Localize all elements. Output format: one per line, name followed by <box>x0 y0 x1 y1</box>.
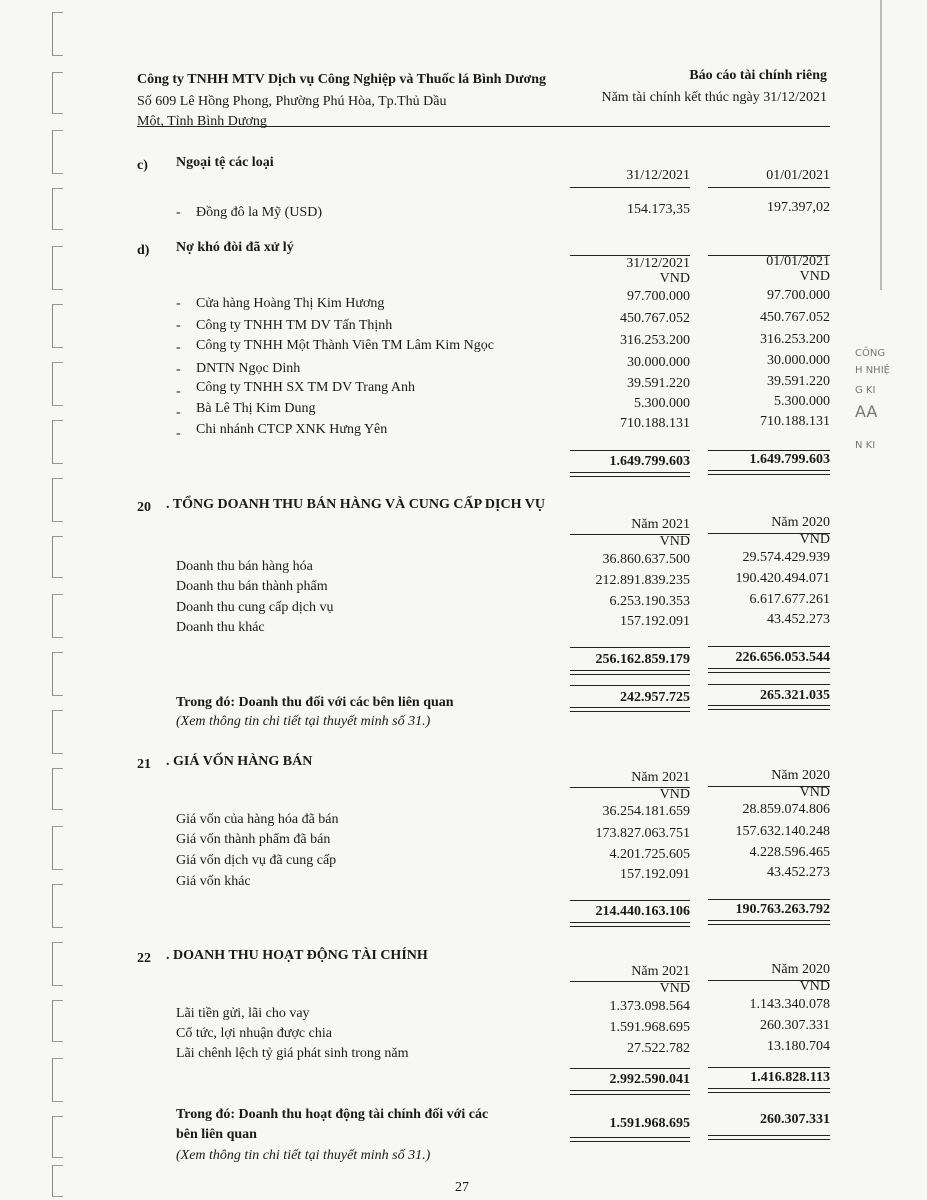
related-party-value: 260.307.331 <box>760 1112 830 1127</box>
row-value: 5.300.000 <box>634 396 690 411</box>
row-value: 6.617.677.261 <box>749 592 830 607</box>
stamp-text: CÔNG <box>855 348 886 359</box>
section-number: d) <box>137 243 150 258</box>
total-value: 1.649.799.603 <box>749 452 830 467</box>
row-value: 154.173,35 <box>627 202 690 217</box>
double-rule <box>708 1088 830 1093</box>
list-bullet: - <box>176 205 181 220</box>
section-title: . TỔNG DOANH THU BÁN HÀNG VÀ CUNG CẤP DỊCH VỤ <box>166 497 545 512</box>
row-label: Công ty TNHH Một Thành Viên TM Lâm Kim Ngọc <box>196 338 494 353</box>
company-name: Công ty TNHH MTV Dịch vụ Công Nghiệp và Thuốc lá Bình Dương <box>137 72 547 87</box>
related-party-label: Trong đó: Doanh thu hoạt động tài chính đối với các <box>176 1107 489 1122</box>
double-rule <box>570 1137 690 1142</box>
row-label: Doanh thu khác <box>176 620 265 635</box>
row-label: Cổ tức, lợi nhuận được chia <box>176 1026 332 1041</box>
column-header: 31/12/2021 <box>626 256 690 271</box>
row-label: Công ty TNHH SX TM DV Trang Anh <box>196 380 415 395</box>
row-value: 97.700.000 <box>627 289 690 304</box>
section-number: 21 <box>137 757 151 772</box>
row-value: 4.228.596.465 <box>749 845 830 860</box>
total-value: 226.656.053.544 <box>735 650 830 665</box>
note-reference: (Xem thông tin chi tiết tại thuyết minh số 31.) <box>176 714 431 729</box>
row-value: 710.188.131 <box>620 416 690 431</box>
total-value: 214.440.163.106 <box>595 904 690 919</box>
list-bullet: - <box>176 296 181 311</box>
row-label: Công ty TNHH TM DV Tấn Thịnh <box>196 318 393 333</box>
section-title: . DOANH THU HOẠT ĐỘNG TÀI CHÍNH <box>166 948 428 963</box>
list-bullet: - <box>176 362 181 377</box>
column-rule <box>708 187 830 188</box>
row-value: 157.192.091 <box>620 614 690 629</box>
row-value: 43.452.273 <box>767 865 830 880</box>
section-number: 20 <box>137 500 151 515</box>
section-title: . GIÁ VỐN HÀNG BÁN <box>166 754 313 769</box>
related-party-value: 1.591.968.695 <box>609 1116 690 1131</box>
row-value: 43.452.273 <box>767 612 830 627</box>
row-value: 97.700.000 <box>767 288 830 303</box>
row-value: 190.420.494.071 <box>735 571 830 586</box>
row-value: 5.300.000 <box>774 394 830 409</box>
unit-label: VND <box>659 534 690 549</box>
row-value: 197.397,02 <box>767 200 830 215</box>
row-value: 260.307.331 <box>760 1018 830 1033</box>
total-value: 256.162.859.179 <box>595 652 690 667</box>
stamp-text: N KI <box>855 440 876 451</box>
total-value: 1.416.828.113 <box>750 1070 830 1085</box>
section-title: Ngoại tệ các loại <box>176 155 274 170</box>
double-rule <box>708 705 830 710</box>
row-label: Doanh thu cung cấp dịch vụ <box>176 600 334 615</box>
total-rule <box>570 1068 690 1069</box>
total-value: 2.992.590.041 <box>609 1072 690 1087</box>
column-header: 31/12/2021 <box>626 168 690 183</box>
related-party-label: bên liên quan <box>176 1127 257 1142</box>
column-header: Năm 2021 <box>631 770 690 785</box>
row-value: 30.000.000 <box>767 353 830 368</box>
row-label: Cửa hàng Hoàng Thị Kim Hương <box>196 296 385 311</box>
list-bullet: - <box>176 318 181 333</box>
related-party-label: Trong đó: Doanh thu đối với các bên liên quan <box>176 695 454 710</box>
column-header: Năm 2021 <box>631 964 690 979</box>
related-party-value: 265.321.035 <box>760 688 830 703</box>
total-rule <box>708 684 830 685</box>
stamp-text: AA <box>855 402 878 421</box>
row-value: 36.860.637.500 <box>602 552 690 567</box>
column-rule <box>570 187 690 188</box>
address-line-1: Số 609 Lê Hồng Phong, Phường Phú Hòa, Tp.Thủ Dầu <box>137 94 447 109</box>
total-rule <box>570 685 690 686</box>
row-value: 212.891.839.235 <box>595 573 690 588</box>
row-value: 316.253.200 <box>760 332 830 347</box>
total-value: 190.763.263.792 <box>735 902 830 917</box>
row-label: DNTN Ngọc Dinh <box>196 361 301 376</box>
report-title: Báo cáo tài chính riêng <box>689 68 827 83</box>
row-value: 29.574.429.939 <box>742 550 830 565</box>
row-label: Bà Lê Thị Kim Dung <box>196 401 316 416</box>
double-rule <box>708 470 830 475</box>
row-value: 173.827.063.751 <box>595 826 690 841</box>
total-value: 1.649.799.603 <box>609 454 690 469</box>
row-label: Giá vốn khác <box>176 874 251 889</box>
row-value: 157.632.140.248 <box>735 824 830 839</box>
row-label: Đồng đô la Mỹ (USD) <box>196 205 322 220</box>
total-rule <box>708 450 830 451</box>
column-header: Năm 2020 <box>771 768 830 783</box>
row-value: 1.143.340.078 <box>749 997 830 1012</box>
row-value: 36.254.181.659 <box>602 804 690 819</box>
row-label: Lãi chênh lệch tỷ giá phát sinh trong năm <box>176 1046 409 1061</box>
row-value: 39.591.220 <box>767 374 830 389</box>
double-rule <box>708 668 830 673</box>
list-bullet: - <box>176 384 181 399</box>
row-value: 27.522.782 <box>627 1041 690 1056</box>
unit-label: VND <box>799 785 830 800</box>
unit-label: VND <box>799 532 830 547</box>
double-rule <box>570 922 690 927</box>
row-value: 4.201.725.605 <box>609 847 690 862</box>
unit-label: VND <box>799 979 830 994</box>
list-bullet: - <box>176 405 181 420</box>
row-label: Lãi tiền gửi, lãi cho vay <box>176 1006 310 1021</box>
double-rule <box>570 472 690 477</box>
section-number: 22 <box>137 951 151 966</box>
double-rule <box>570 670 690 675</box>
note-reference: (Xem thông tin chi tiết tại thuyết minh số 31.) <box>176 1148 431 1163</box>
unit-label: VND <box>659 271 690 286</box>
column-header: 01/01/2021 <box>766 254 830 269</box>
section-number: c) <box>137 158 148 173</box>
total-rule <box>570 900 690 901</box>
unit-label: VND <box>659 981 690 996</box>
row-value: 157.192.091 <box>620 867 690 882</box>
row-value: 1.591.968.695 <box>609 1020 690 1035</box>
header-rule <box>137 126 830 127</box>
total-rule <box>708 1067 830 1068</box>
row-label: Giá vốn của hàng hóa đã bán <box>176 812 339 827</box>
total-rule <box>708 646 830 647</box>
row-value: 39.591.220 <box>627 376 690 391</box>
unit-label: VND <box>659 787 690 802</box>
row-label: Chi nhánh CTCP XNK Hưng Yên <box>196 422 388 437</box>
row-value: 13.180.704 <box>767 1039 830 1054</box>
fiscal-year: Năm tài chính kết thúc ngày 31/12/2021 <box>601 90 827 105</box>
column-header: 01/01/2021 <box>766 168 830 183</box>
row-value: 450.767.052 <box>760 310 830 325</box>
row-label: Giá vốn dịch vụ đã cung cấp <box>176 853 337 868</box>
row-label: Giá vốn thành phẩm đã bán <box>176 832 331 847</box>
row-value: 1.373.098.564 <box>609 999 690 1014</box>
row-value: 710.188.131 <box>760 414 830 429</box>
double-rule <box>708 920 830 925</box>
double-rule <box>708 1135 830 1140</box>
total-rule <box>570 450 690 451</box>
list-bullet: - <box>176 340 181 355</box>
page-number: 27 <box>455 1180 469 1195</box>
row-label: Doanh thu bán hàng hóa <box>176 559 313 574</box>
column-header: Năm 2020 <box>771 515 830 530</box>
address-line-2: Một, Tỉnh Bình Dương <box>137 114 267 129</box>
column-header: Năm 2020 <box>771 962 830 977</box>
row-value: 6.253.190.353 <box>609 594 690 609</box>
row-label: Doanh thu bán thành phẩm <box>176 579 328 594</box>
related-party-value: 242.957.725 <box>620 690 690 705</box>
row-value: 28.859.074.806 <box>742 802 830 817</box>
section-title: Nợ khó đòi đã xử lý <box>176 240 294 255</box>
row-value: 316.253.200 <box>620 333 690 348</box>
page-edge-shadow <box>880 0 882 290</box>
row-value: 450.767.052 <box>620 311 690 326</box>
double-rule <box>570 707 690 712</box>
total-rule <box>708 899 830 900</box>
stamp-text: H NHIỆ <box>855 365 890 376</box>
stamp-text: G KI <box>855 385 876 396</box>
column-header: Năm 2021 <box>631 517 690 532</box>
list-bullet: - <box>176 426 181 441</box>
unit-label: VND <box>799 269 830 284</box>
row-value: 30.000.000 <box>627 355 690 370</box>
double-rule <box>570 1090 690 1095</box>
total-rule <box>570 647 690 648</box>
